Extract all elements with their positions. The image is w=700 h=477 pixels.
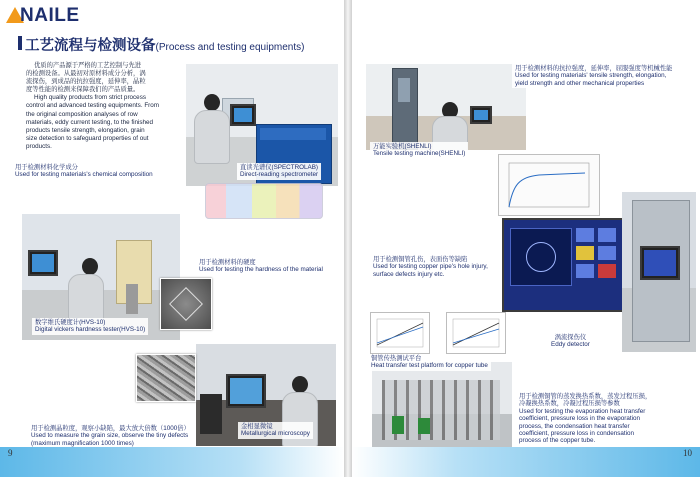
caption-line: process, the condensation heat transfer: [519, 422, 630, 430]
caption-line: Digital vickers hardness tester(HVS-10): [35, 326, 146, 334]
caption-line: 用于检测晶粒度，观察小缺陷，最大放大倍数（1000倍）: [31, 425, 190, 432]
caption-line: Used for testing the evaporation heat transfer: [519, 407, 646, 415]
caption-eddy-detector: [548, 333, 593, 350]
caption-hardness-device: [32, 318, 148, 335]
caption-defect-use: [370, 255, 491, 279]
page-title-en: (Process and testing equipments): [155, 42, 305, 53]
caption-line: 铜管传热测试平台: [371, 355, 422, 362]
caption-line: coefficient, pressure loss in condensation: [519, 430, 635, 438]
caption-line: 用于检测铜管孔伤，表面伤等缺陷: [373, 256, 468, 263]
caption-line: Eddy detector: [551, 341, 590, 349]
periodic-table-chart: [205, 183, 323, 219]
caption-line: coefficient, pressure loss in the evaporation: [519, 415, 640, 423]
heat-chart-1: [370, 312, 430, 354]
caption-line: Used for testing materials' tensile strength, elongation,: [515, 72, 667, 80]
caption-line: 冷凝换热系数，冷凝过程压损等参数: [519, 400, 620, 408]
intro-text: [26, 62, 186, 151]
caption-line: surface defects injury etc.: [373, 270, 445, 278]
caption-tensile-use: [512, 64, 675, 88]
stress-strain-curve: [499, 155, 599, 215]
left-page: [0, 0, 344, 477]
intro-en-line: control and advanced testing equipments. From: [26, 102, 160, 110]
caption-platform: [368, 354, 491, 371]
caption-tensile-device: [370, 142, 468, 159]
caption-line: 用于检测材料的抗拉强度，延伸率，屈服强度等机械性能: [515, 65, 673, 72]
caption-line: Heat transfer test platform for copper tube: [371, 362, 488, 370]
bottom-band: [352, 447, 700, 477]
title-marker: [18, 36, 22, 50]
page-number: 10: [683, 448, 692, 458]
caption-line: Direct-reading spectrometer: [240, 171, 319, 179]
intro-en-line: size detection to safeguard properties of out: [26, 134, 149, 142]
intro-en-line: the original composition analyses of row: [26, 110, 138, 118]
caption-line: Used for testing the hardness of the material: [199, 266, 323, 274]
caption-line: yield strength and other mechanical properties: [515, 79, 645, 87]
caption-microscope: [238, 422, 313, 439]
book-spine: [344, 0, 352, 477]
tensile-machine-photo: [366, 64, 526, 150]
caption-line: 用于检测材料的硬度: [199, 259, 256, 266]
caption-line: Tensile testing machine(SHENLI): [373, 150, 466, 158]
intro-cn-line: 优质的产品源于严格的工艺控制与先进: [34, 62, 142, 69]
caption-line: 涡流探伤仪: [554, 334, 587, 341]
caption-hardness-use: [196, 258, 326, 275]
heat-transfer-platform-photo: [372, 362, 512, 448]
caption-line: 直读光谱仪(SPECTROLAB): [240, 164, 319, 171]
page-title: [25, 34, 304, 55]
caption-line: 用于检测材料化学成分: [15, 164, 78, 171]
intro-cn-line: 的检测设备。从最初对原材料成分分析，涡: [26, 70, 146, 78]
intro-en-line: products.: [26, 142, 52, 150]
caption-line: Used for testing materials's chemical composition: [15, 171, 153, 179]
caption-line: 金相显微镜: [241, 423, 273, 430]
caption-grain-size: [28, 424, 193, 448]
grain-structure-image: [136, 354, 196, 402]
caption-spectrometer: [237, 163, 321, 180]
intro-cn-line: 度等性能的检测来保障我们的产品质量。: [26, 86, 140, 94]
tensile-curve-image: [498, 154, 600, 216]
caption-line: Used for testing copper pipe's hole injury,: [373, 263, 488, 271]
caption-line: 用于检测铜管的蒸发换热系数，蒸发过程压损，: [519, 393, 652, 400]
intro-cn-line: 流探伤，到成品的抗拉强度，延伸率，晶粒: [26, 78, 146, 86]
bottom-band: [0, 447, 344, 477]
intro-en-line: products tensile strength, elongation, grain: [26, 126, 145, 134]
indentation-image: [160, 278, 212, 330]
page-number: 9: [8, 448, 13, 458]
caption-line: Metallurgical microscopy: [241, 430, 310, 438]
caption-line: Used to measure the grain size, observe the tiny defects: [31, 432, 189, 440]
intro-en-line: materials, eddy current testing, to the finished: [26, 118, 154, 126]
caption-line: process of the copper tube.: [519, 437, 596, 445]
heat-chart-2: [446, 312, 506, 354]
caption-chemical-composition: [12, 163, 156, 180]
caption-line: 数字维氏硬度计(HVS-10): [35, 319, 106, 326]
eddy-equipment-photo: [622, 192, 696, 352]
intro-en-line: High quality products from strict process: [34, 94, 146, 102]
microscope-unit: [200, 394, 222, 434]
caption-line: (maximum magnification 1000 times): [31, 439, 134, 447]
brand-logo: [6, 5, 92, 29]
right-page: [352, 0, 700, 477]
page-title-cn: 工艺流程与检测设备: [25, 38, 156, 54]
eddy-detector-screen: [502, 218, 642, 312]
caption-line: 万能实验机(SHENLI): [373, 143, 432, 150]
logo-text: NAILE: [20, 5, 80, 26]
caption-evaporation: [516, 392, 654, 446]
